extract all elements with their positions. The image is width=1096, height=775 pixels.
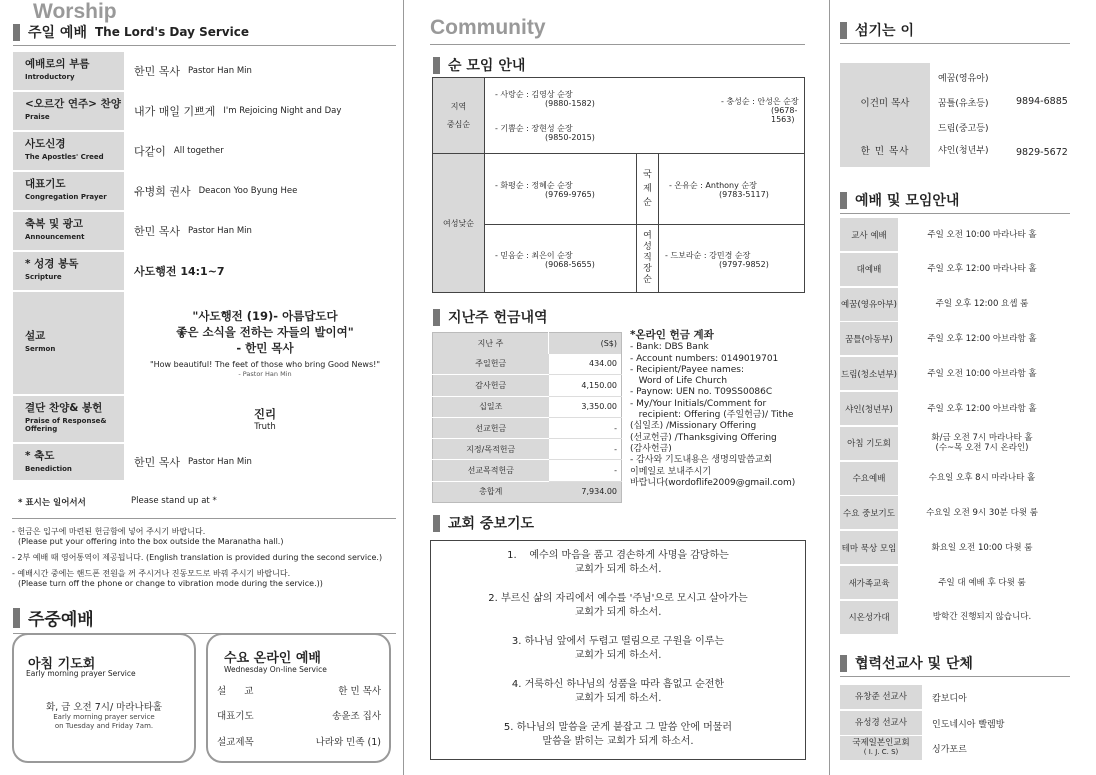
women-label: 여성낮순 [433, 154, 485, 293]
offering-type: 감사헌금 [433, 375, 549, 396]
meeting-label: 시온성가대 [840, 601, 898, 634]
prayer-item [431, 592, 805, 620]
group-phone: (9880-1582) [545, 98, 595, 108]
group-name: - 화평순 : 정혜순 순장 [495, 180, 573, 190]
meeting-time [898, 496, 1066, 529]
group-phone: (9068-5655) [545, 259, 595, 269]
online-giving-line: recipient: Offering (주일헌금)/ Tithe [630, 410, 794, 421]
worship-item-value [124, 92, 396, 130]
online-giving-line: - Account numbers: 0149019701 [630, 353, 779, 364]
worship-item-person: 한민 목사 [134, 456, 181, 469]
worship-item-value [124, 212, 396, 250]
prayer-title: 교회 중보기도 [448, 516, 535, 532]
worship-item-name: * 축도 [25, 450, 55, 462]
offering-row [433, 375, 622, 396]
sermon-title-en: "How beautiful! The feet of those who bring Good News!" [149, 360, 381, 369]
mission-location: 캄보디아 [932, 693, 967, 704]
group-name: - 믿음순 : 최은이 순장 [495, 250, 573, 260]
online-giving-line: (감사헌금) [630, 443, 672, 454]
meeting-time [898, 218, 1066, 251]
meetings-title: 예배 및 모임안내 [855, 193, 960, 209]
worship-row [13, 52, 396, 90]
meeting-row [840, 531, 1066, 564]
offering-section-header [433, 307, 548, 330]
morning-prayer-time-en: on Tuesday and Friday 7am. [54, 722, 154, 730]
prayer-item [431, 635, 805, 663]
online-giving-line: - My/Your Initials/Comment for [630, 398, 767, 409]
online-giving-line: 바랍니다(wordoflife2009@gmail.com) [630, 477, 796, 488]
offering-amount: 3,350.00 [549, 396, 622, 417]
server-role: 예꿈(영유아) [938, 74, 989, 84]
group-phone: (9783-5117) [719, 189, 769, 199]
groups-title: 순 모임 안내 [448, 58, 526, 74]
meeting-time-text: 수요일 오후 8시 마라나타 홀 [928, 473, 1036, 484]
worship-item-value [124, 292, 396, 394]
meeting-time-note: (수~목 오전 7시 온라인) [935, 443, 1029, 454]
online-giving-line: 이메일로 보내주시기 [630, 466, 712, 477]
worship-item-person: 한민 목사 [134, 225, 181, 238]
prayer-item [431, 678, 805, 706]
meeting-label: 꿈틀(아동부) [840, 322, 898, 355]
worship-item-label [13, 212, 124, 250]
offering-total-amount: 7,934.00 [549, 481, 622, 502]
worship-item-value [124, 252, 396, 290]
prayer-line: 4. 거룩하신 하나님의 성품을 따라 흠없고 순전한 [511, 679, 725, 690]
server-role: 샤인(청년부) [938, 146, 989, 156]
women-group-bottom [485, 225, 637, 293]
meeting-label: 아침 기도회 [840, 427, 898, 460]
meeting-time-text: 주일 오전 10:00 아브라함 홀 [927, 368, 1037, 379]
meeting-time-text: 주일 대 예배 후 다윗 룸 [938, 577, 1026, 588]
group-name: - 드보라순 : 강민경 순장 [665, 250, 751, 260]
worship-item-value [124, 132, 396, 170]
mission-name: 유성경 선교사 [855, 717, 907, 728]
worship-item-value [124, 52, 396, 90]
prayer-line: 2. 부르신 삶의 자리에서 예수를 '주님'으로 모시고 살아가는 [488, 593, 748, 604]
groups-table [432, 77, 805, 293]
online-service-title: 수요 온라인 예배 [224, 651, 321, 666]
prayer-item [431, 721, 805, 749]
meeting-time-text: 주일 오후 12:00 마라나타 홀 [927, 264, 1037, 275]
servers-section-header [840, 20, 1070, 44]
meeting-time-text: 수요일 오전 9시 30분 다윗 룸 [926, 507, 1038, 518]
online-giving-line: - Paynow: UEN no. T09SS0086C [630, 387, 773, 398]
meeting-label: 수요예배 [840, 462, 898, 495]
offering-amount: 4,150.00 [549, 375, 622, 396]
offering-type: 주일헌금 [433, 354, 549, 375]
offering-row [433, 439, 622, 460]
worship-big-title: Worship [33, 0, 117, 23]
group-name: - 사랑순 : 김영상 순장 [495, 89, 573, 99]
meeting-row [840, 288, 1066, 321]
weekday-title: 주중예배 [28, 610, 94, 630]
group-name: - 충성순 : 안성은 순장 [721, 96, 799, 106]
worship-item-value [124, 172, 396, 210]
worship-item-label [13, 92, 124, 130]
meeting-label: 새가족교육 [840, 566, 898, 599]
groups-region-label [433, 78, 485, 154]
mission-name: 유창준 선교사 [855, 691, 907, 702]
group-phone: (9797-9852) [719, 259, 769, 269]
online-row-value: 한 민 목사 [338, 686, 381, 697]
worship-item-person-en: Pastor Han Min [188, 457, 252, 467]
worship-item-person-en: Deacon Yoo Byung Hee [198, 186, 298, 196]
sermon-preacher-en: - Pastor Han Min [238, 370, 292, 378]
meeting-time-text: 방학간 진행되지 않습니다. [932, 612, 1032, 623]
worship-item-label [13, 292, 124, 394]
mission-name: 국제일본인교회 [852, 738, 910, 748]
worship-item-person-en: All together [173, 146, 224, 156]
mission-location: 싱가포르 [932, 744, 967, 755]
mission-row [840, 736, 1066, 760]
meeting-row [840, 322, 1066, 355]
prayer-line: 1. 예수의 마음을 품고 겸손하게 사명을 감당하는 [507, 550, 729, 561]
worship-row [13, 212, 396, 250]
mission-row [840, 685, 1066, 709]
prayer-item [431, 549, 805, 577]
response-hymn: 진리 [253, 407, 277, 421]
prayer-line: 5. 하나님의 말씀을 굳게 붙잡고 그 말씀 안에 머물러 [503, 722, 733, 733]
divider [430, 44, 805, 45]
server-phone: 9894-6885 [1016, 96, 1068, 107]
online-row-value: 나라와 민족 (1) [315, 737, 381, 748]
mission-location: 인도네시아 빨렘방 [932, 719, 1005, 730]
server-role: 드림(중고등) [938, 124, 989, 134]
online-row-label: 설교제목 [217, 737, 254, 748]
worship-item-name-en: Announcement [25, 233, 85, 241]
offering-type: 선교목적헌금 [433, 460, 549, 481]
groups-section-header [433, 55, 525, 78]
meeting-row [840, 218, 1066, 251]
worship-item-name: 예배로의 부름 [25, 58, 90, 70]
meeting-time-text: 화요일 오전 10:00 다윗 룸 [931, 542, 1033, 553]
column-divider [829, 0, 830, 775]
server-name: 한 민 목사 [860, 146, 910, 157]
offering-amount: - [549, 439, 622, 460]
online-giving-line: Word of Life Church [630, 376, 728, 387]
offering-row [433, 354, 622, 375]
online-service-title-en: Wednesday On-line Service [224, 665, 327, 674]
online-giving-line: - Recipient/Payee names: [630, 364, 745, 375]
meeting-time [898, 462, 1066, 495]
worship-item-name: <오르간 연주> 찬양 [25, 98, 121, 110]
divider [12, 518, 396, 519]
online-giving-line: (선교헌금) /Thanksgiving Offering [630, 432, 777, 443]
online-giving [630, 330, 820, 489]
mission-label [840, 736, 922, 760]
offering-head-unit: (S$) [549, 333, 622, 354]
meeting-row [840, 427, 1066, 460]
online-row-value: 송윤조 집사 [332, 711, 381, 722]
response-hymn-en: Truth [254, 422, 276, 432]
meeting-time-text: 주일 오후 12:00 아브라함 홀 [927, 403, 1037, 414]
worship-item-label [13, 132, 124, 170]
meeting-time [898, 357, 1066, 390]
worship-item-value [124, 396, 396, 442]
worship-item-name: 사도신경 [25, 138, 66, 150]
meeting-label: 수요 중보기도 [840, 496, 898, 529]
mission-label [840, 685, 922, 709]
offering-row [433, 396, 622, 417]
offering-total-row [433, 481, 622, 502]
server-role: 꿈틀(유초등) [938, 99, 989, 109]
worship-item-label [13, 396, 124, 442]
working-group [659, 225, 805, 293]
worship-item-name: 결단 찬양& 봉헌 [25, 402, 103, 414]
worship-item-label [13, 444, 124, 480]
worship-item-label [13, 252, 124, 290]
worship-notices [12, 527, 382, 589]
meeting-label: 교사 예배 [840, 218, 898, 251]
worship-item-name-en: Praise [25, 113, 50, 121]
offering-head-label: 지난 주 [433, 333, 549, 354]
group-name: - 기쁨순 : 장현성 순장 [495, 123, 573, 133]
meeting-time [898, 427, 1066, 460]
worship-item-label [13, 52, 124, 90]
prayer-box [430, 540, 806, 760]
meeting-row [840, 601, 1066, 634]
meeting-time-text: 화/금 오전 7시 마라나타 홀 [931, 433, 1033, 444]
meeting-label: 샤인(청년부) [840, 392, 898, 425]
worship-row [13, 92, 396, 130]
meeting-row [840, 496, 1066, 529]
notice-line: - 헌금은 입구에 마련된 헌금함에 넣어 주시기 바랍니다. [12, 527, 206, 536]
worship-item-person: 다같이 [134, 145, 166, 158]
meeting-time [898, 392, 1066, 425]
group-phone: (9850-2015) [545, 132, 595, 142]
server-name: 이건미 목사 [860, 98, 910, 109]
prayer-line: 교회가 되게 하소서. [574, 607, 662, 618]
stand-note: * 표시는 일어서서 [18, 498, 86, 508]
worship-item-person-en: Pastor Han Min [188, 226, 252, 236]
online-row-label: 대표기도 [217, 711, 254, 722]
meeting-time [898, 601, 1066, 634]
online-giving-title: *온라인 헌금 계좌 [630, 329, 714, 341]
worship-row [13, 172, 396, 210]
worship-item-person: 한민 목사 [134, 65, 181, 78]
worship-item-name-en: Introductory [25, 73, 75, 81]
meeting-row [840, 253, 1066, 286]
online-giving-line: - 감사와 기도내용은 생명의말씀교회 [630, 455, 773, 466]
morning-prayer-title-en: Early morning prayer Service [26, 669, 136, 678]
worship-item-person-en: I'm Rejoicing Night and Day [223, 106, 342, 116]
notice-line: (Please turn off the phone or change to vibration mode during the service.)) [18, 579, 323, 588]
offering-title: 지난주 헌금내역 [448, 310, 548, 326]
meeting-label: 예꿈(영유아부) [840, 288, 898, 321]
worship-item-name-en: The Apostles' Creed [25, 153, 104, 161]
offering-row [433, 460, 622, 481]
servers-title: 섬기는 이 [855, 23, 914, 39]
mission-name-sub: ( I. J. C. S) [863, 748, 899, 756]
morning-prayer-title: 아침 기도회 [28, 657, 96, 672]
mission-row [840, 711, 1066, 735]
meeting-row [840, 392, 1066, 425]
worship-item-person-en: Pastor Han Min [188, 66, 252, 76]
notice-line: (Please put your offering into the box outside the Maranatha hall.) [18, 537, 284, 546]
community-big-title: Community [430, 16, 546, 39]
online-service-card [206, 633, 391, 763]
meeting-row [840, 566, 1066, 599]
meeting-time-text: 주일 오전 10:00 마라나타 홀 [927, 229, 1037, 240]
offering-head-row [433, 333, 622, 354]
prayer-line: 교회가 되게 하소서. [574, 564, 662, 575]
worship-row [13, 396, 396, 442]
offering-table [432, 332, 622, 503]
worship-item-value [124, 444, 396, 480]
meeting-label: 테마 묵상 모임 [840, 531, 898, 564]
meeting-time [898, 322, 1066, 355]
morning-prayer-time-en: Early morning prayer service [53, 713, 155, 721]
worship-item-person: 사도행전 14:1~7 [134, 265, 225, 278]
missions-section-header [840, 653, 1070, 677]
mission-label [840, 711, 922, 735]
meeting-label: 드림(청소년부) [840, 357, 898, 390]
offering-amount: - [549, 460, 622, 481]
worship-item-person: 유병희 권사 [134, 185, 191, 198]
missions-title: 협력선교사 및 단체 [855, 656, 973, 672]
worship-item-name: 대표기도 [25, 178, 66, 190]
worship-item-name-en: Scripture [25, 273, 62, 281]
online-row-label: 설 교 [217, 686, 254, 697]
notice-line: - 2부 예배 때 영어통역이 제공됩니다. (English translation is provided during the second service.) [12, 553, 383, 562]
women-group-top [485, 154, 637, 225]
offering-total-label: 총합계 [433, 481, 549, 502]
sermon-preacher: - 한민 목사 [236, 341, 294, 355]
offering-amount: 434.00 [549, 354, 622, 375]
region-groups-cell [485, 78, 805, 154]
meeting-time-text: 주일 오후 12:00 요셉 룸 [935, 299, 1029, 310]
worship-section-header [13, 22, 396, 46]
worship-title-en: The Lord's Day Service [94, 25, 249, 39]
offering-type: 십일조 [433, 396, 549, 417]
worship-item-name-en: Benediction [25, 465, 72, 473]
worship-row [13, 252, 396, 290]
prayer-line: 교회가 되게 하소서. [574, 650, 662, 661]
online-giving-line: (십일조) /Missionary Offering [630, 421, 757, 432]
group-phone: (9678-1563) [771, 105, 798, 124]
offering-amount: - [549, 417, 622, 438]
offering-row [433, 417, 622, 438]
worship-item-name: 설교 [25, 330, 46, 342]
meeting-row [840, 462, 1066, 495]
intl-label: 국제순 [637, 154, 659, 225]
meeting-time [898, 288, 1066, 321]
meeting-row [840, 357, 1066, 390]
worship-item-person: 내가 매일 기쁘게 [134, 105, 216, 118]
offering-type: 선교헌금 [433, 417, 549, 438]
group-phone: (9769-9765) [545, 189, 595, 199]
morning-prayer-time: 화, 금 오전 7시/ 마라나타홀 [45, 702, 163, 713]
worship-row [13, 292, 396, 394]
intl-group [659, 154, 805, 225]
working-label: 여성직장순 [637, 225, 659, 293]
meeting-time [898, 253, 1066, 286]
worship-row [13, 444, 396, 480]
sermon-title: "사도행전 (19)- 아름답도다 [192, 309, 338, 323]
meeting-time-text: 주일 오후 12:00 아브라함 홀 [927, 333, 1037, 344]
online-giving-line: - Bank: DBS Bank [630, 342, 709, 353]
worship-item-name: 축복 및 광고 [25, 218, 84, 230]
offering-type: 지정/목적헌금 [433, 439, 549, 460]
prayer-line: 말씀을 밝히는 교회가 되게 하소서. [542, 736, 694, 747]
server-phone: 9829-5672 [1016, 147, 1068, 158]
meetings-section-header [840, 190, 1070, 214]
meeting-label: 대예배 [840, 253, 898, 286]
worship-item-name-en: Sermon [25, 345, 56, 353]
sermon-title: 좋은 소식을 전하는 자들의 발이여" [176, 325, 354, 339]
meeting-time [898, 531, 1066, 564]
worship-item-label [13, 172, 124, 210]
morning-prayer-card [12, 633, 196, 763]
weekday-section-header [13, 605, 396, 634]
worship-item-name: * 성경 봉독 [25, 258, 79, 270]
meeting-time [898, 566, 1066, 599]
notice-line: - 예배시간 중에는 핸드폰 전원을 꺼 주시거나 진동모드로 바꿔 주시기 바랍니다. [12, 569, 291, 578]
worship-title-ko: 주일 예배 [28, 25, 87, 41]
prayer-line: 교회가 되게 하소서. [574, 693, 662, 704]
region-label: 지역 [450, 101, 467, 111]
worship-item-name-en: Congregation Prayer [25, 193, 107, 201]
group-name: - 온유순 : Anthony 순장 [669, 180, 757, 190]
column-divider [403, 0, 404, 775]
prayer-line: 3. 하나님 앞에서 두렵고 떨림으로 구원을 이루는 [511, 636, 725, 647]
worship-row [13, 132, 396, 170]
region-label: 중심순 [446, 119, 471, 129]
prayer-section-header [433, 513, 534, 536]
worship-item-name-en: Praise of Response& Offering [25, 417, 107, 433]
stand-note-en: Please stand up at * [131, 496, 217, 506]
